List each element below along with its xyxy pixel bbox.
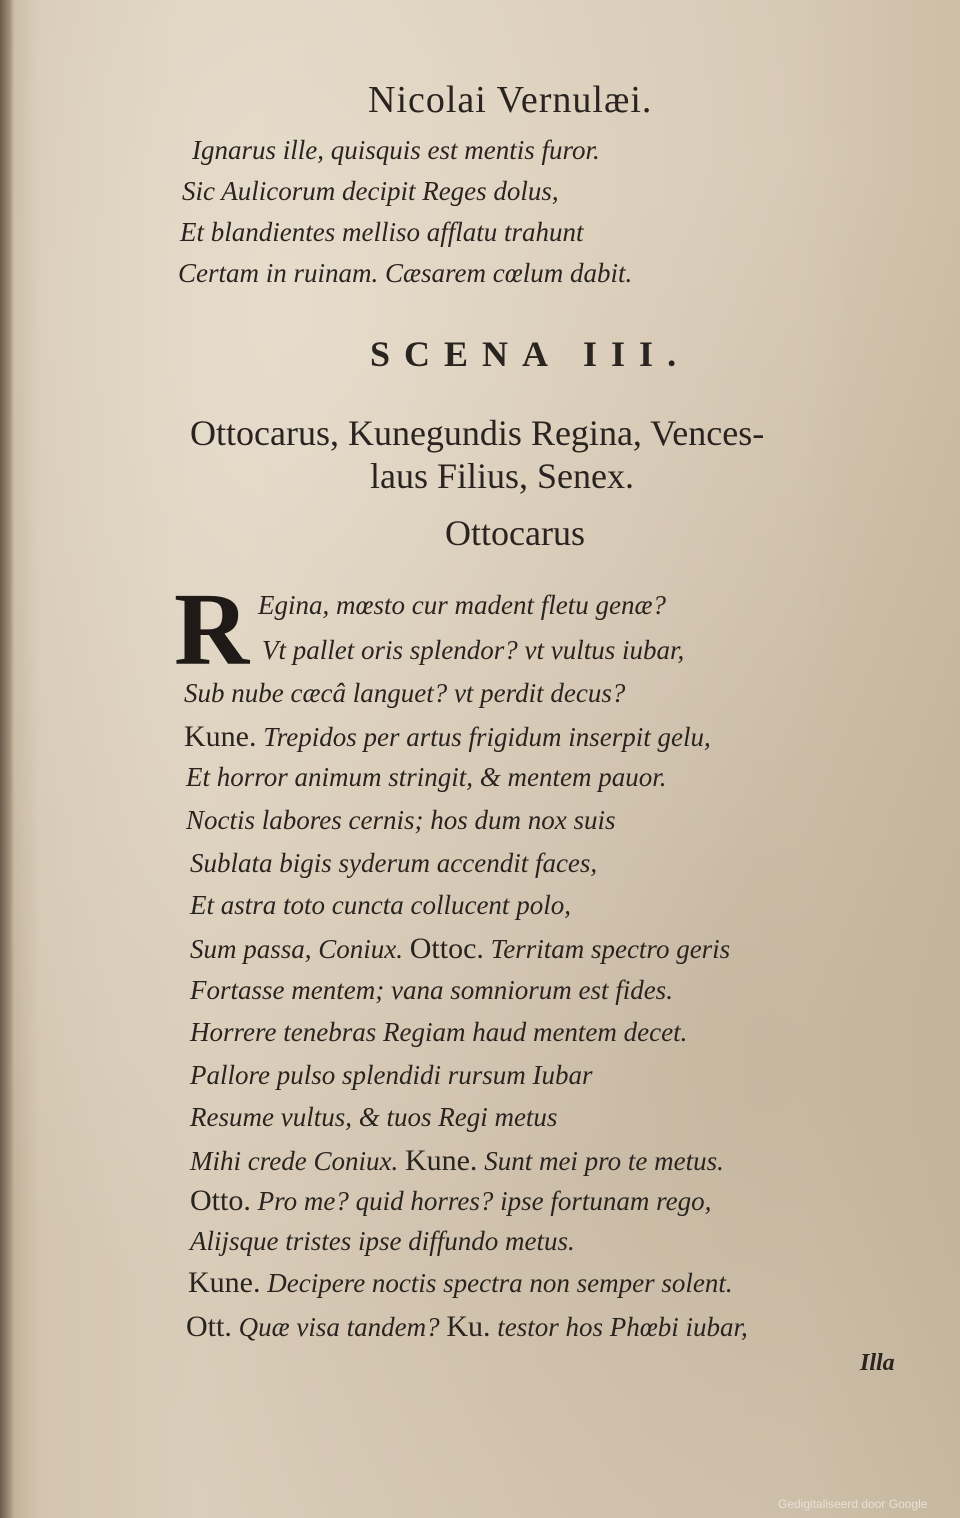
cast-list-line: Ottocarus, Kunegundis Regina, Vences- xyxy=(190,413,765,453)
running-head: Nicolai Vernulæi. xyxy=(368,79,653,121)
dialogue-line xyxy=(184,720,711,754)
line-text: Resume vultus, & tuos Regi metus xyxy=(190,1102,558,1132)
dialogue-line xyxy=(262,635,684,666)
line-text: Horrere tenebras Regiam haud mentem decet. xyxy=(190,1017,688,1047)
dialogue-line xyxy=(258,590,666,621)
line-text: Et astra toto cuncta collucent polo, xyxy=(190,890,571,920)
digitization-watermark: Gedigitaliseerd door Google xyxy=(778,1497,928,1511)
line-text: Trepidos per artus frigidum inserpit gelu, xyxy=(263,722,711,752)
scene-title: SCENA III. xyxy=(370,334,691,374)
dialogue-line xyxy=(190,1102,557,1133)
line-text: Sub nube cæcâ languet? vt perdit decus? xyxy=(184,678,626,708)
speaker-label: Ottoc. xyxy=(409,932,484,965)
dialogue-line xyxy=(184,678,625,709)
dialogue-line xyxy=(186,1310,748,1344)
line-text: Quæ visa tandem? xyxy=(238,1312,440,1342)
line-text: Fortasse mentem; vana somniorum est fides. xyxy=(190,975,673,1005)
verse-line: Ignarus ille, quisquis est mentis furor. xyxy=(192,135,600,165)
drop-capital: R xyxy=(174,572,250,687)
line-text: Sunt mei pro te metus. xyxy=(484,1146,724,1176)
speaker-label: Kune. xyxy=(404,1144,478,1177)
line-text: Pallore pulso splendidi rursum Iubar xyxy=(190,1060,593,1090)
dialogue-line xyxy=(188,1266,733,1300)
dialogue-line xyxy=(190,1144,724,1178)
line-text: Territam spectro geris xyxy=(490,934,731,964)
speaker-label: Kune. xyxy=(184,720,257,753)
cast-list-line: laus Filius, Senex. xyxy=(370,456,635,496)
speaker-label: Otto. xyxy=(190,1184,251,1217)
line-text: Mihi crede Coniux. xyxy=(190,1146,399,1176)
line-text: Egina, mœsto cur madent fletu genæ? xyxy=(258,590,666,620)
speaker-label: Kune. xyxy=(188,1266,261,1299)
dialogue-line xyxy=(190,1017,687,1048)
dialogue-line xyxy=(190,1060,593,1091)
line-text: Pro me? quid horres? ipse fortunam rego, xyxy=(257,1186,712,1216)
speaker-label: Ott. xyxy=(186,1310,232,1343)
dialogue-line xyxy=(190,848,597,879)
first-speaker-heading: Ottocarus xyxy=(445,513,585,553)
verse-line: Sic Aulicorum decipit Reges dolus, xyxy=(182,176,559,206)
line-text: testor hos Phœbi iubar, xyxy=(497,1312,748,1342)
dialogue-line xyxy=(190,890,571,921)
verse-line: Certam in ruinam. Cæsarem cœlum dabit. xyxy=(178,258,633,288)
dialogue-line xyxy=(190,1184,711,1218)
dialogue-line xyxy=(186,805,615,836)
catchword: Illa xyxy=(860,1350,895,1376)
dialogue-line xyxy=(190,932,730,966)
dialogue-line xyxy=(190,975,673,1006)
line-text: Et horror animum stringit, & mentem pauor. xyxy=(186,762,667,792)
line-text: Alijsque tristes ipse diffundo metus. xyxy=(190,1226,575,1256)
line-text: Noctis labores cernis; hos dum nox suis xyxy=(186,805,616,835)
line-text: Decipere noctis spectra non semper solent. xyxy=(267,1268,733,1298)
verse-line: Et blandientes melliso afflatu trahunt xyxy=(180,217,584,247)
speaker-label: Ku. xyxy=(446,1310,491,1343)
line-text: Vt pallet oris splendor? vt vultus iubar, xyxy=(262,635,685,665)
dialogue-line xyxy=(186,762,667,793)
dialogue-line xyxy=(190,1226,575,1257)
line-text: Sum passa, Coniux. xyxy=(190,934,404,964)
line-text: Sublata bigis syderum accendit faces, xyxy=(190,848,598,878)
